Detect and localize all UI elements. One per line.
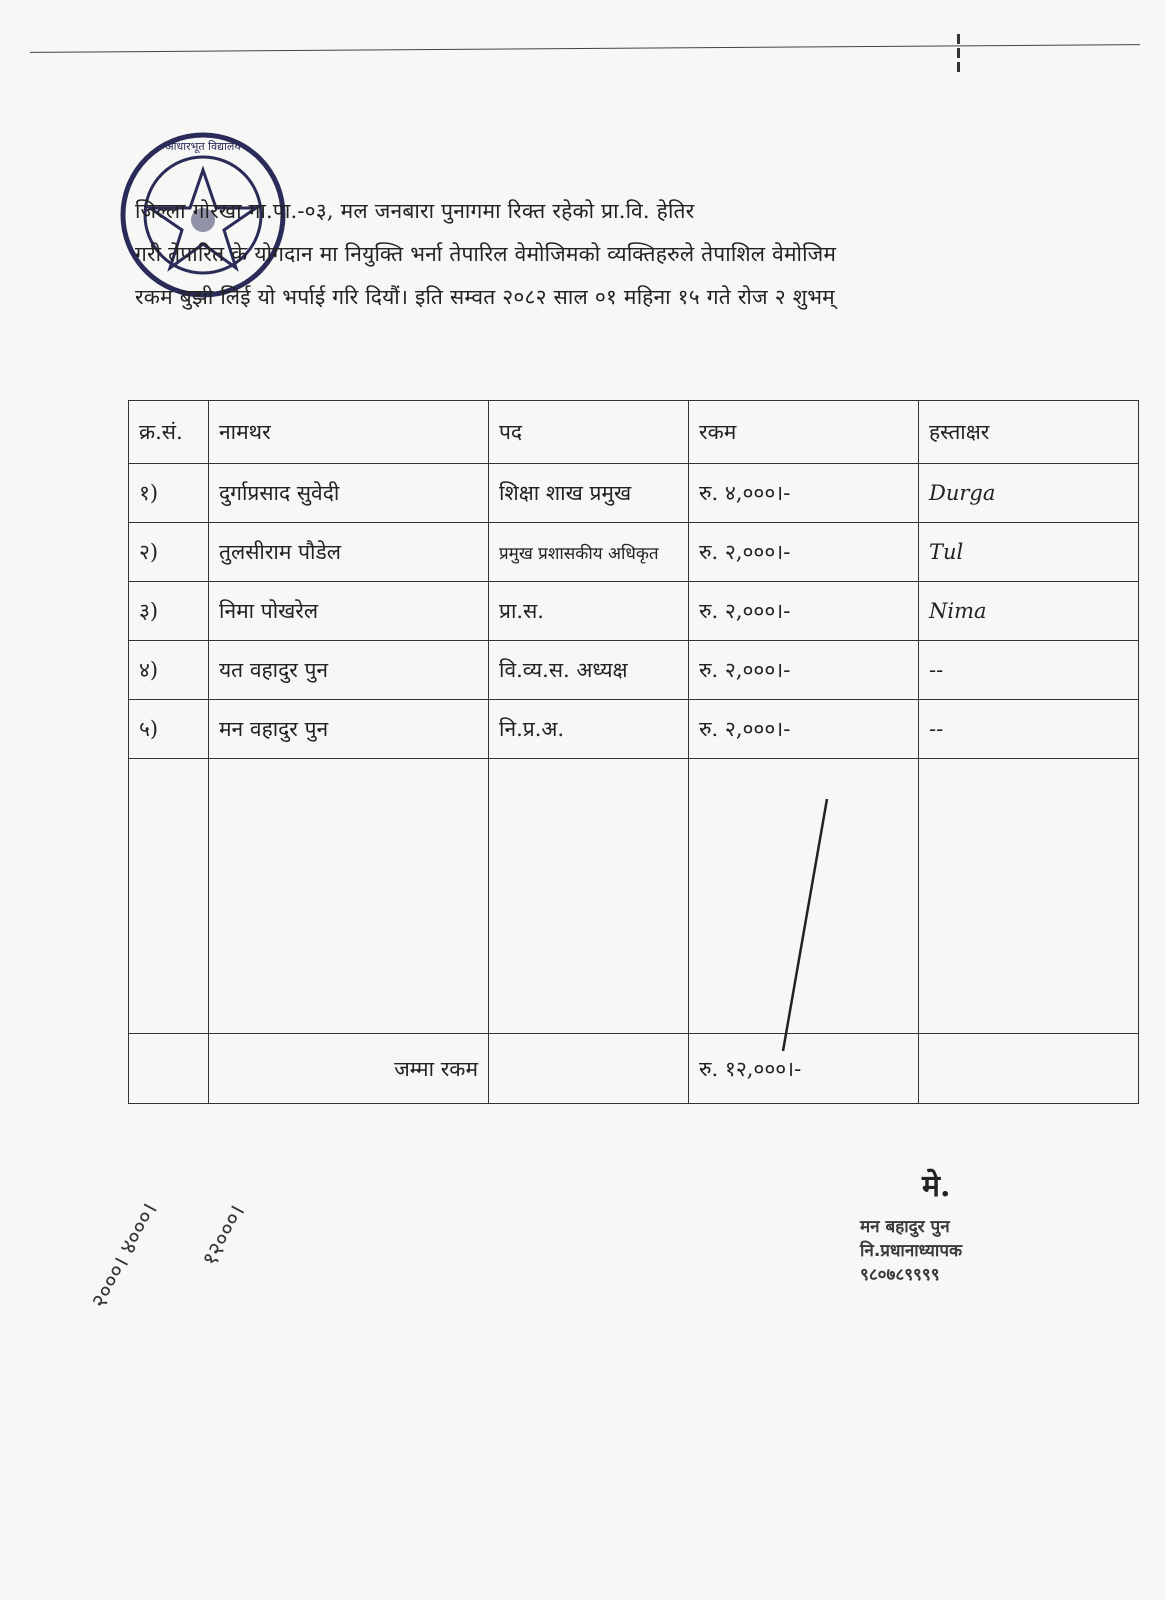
cell-name: तुलसीराम पौडेल bbox=[209, 523, 489, 582]
cancel-slash-mark bbox=[775, 795, 835, 1055]
header-sn: क्र.सं. bbox=[129, 401, 209, 464]
header-name: नामथर bbox=[209, 401, 489, 464]
total-label: जम्मा रकम bbox=[209, 1034, 489, 1104]
intro-line-1: जिल्ला गोरखा गा.पा.-०३, मल जनबारा पुनागमा रिक्त रहेको प्रा.वि. हेतिर bbox=[135, 199, 695, 223]
total-row bbox=[129, 1034, 1139, 1104]
cell-name: निमा पोखरेल bbox=[209, 582, 489, 641]
total-amount: रु. १२,०००।- bbox=[689, 1034, 919, 1104]
table-row bbox=[129, 582, 1139, 641]
table-header-row bbox=[129, 401, 1139, 464]
header-amount: रकम bbox=[689, 401, 919, 464]
cell-signature: -- bbox=[919, 641, 1139, 700]
table-row bbox=[129, 700, 1139, 759]
blank-row bbox=[129, 759, 1139, 1034]
signatory-phone: ९८०७८९९९९ bbox=[860, 1265, 940, 1285]
cell-signature: -- bbox=[919, 700, 1139, 759]
table-row bbox=[129, 464, 1139, 523]
cell-sn: १) bbox=[129, 464, 209, 523]
cell-sn: ४) bbox=[129, 641, 209, 700]
cell-name: यत वहादुर पुन bbox=[209, 641, 489, 700]
cell-amount: रु. ४,०००।- bbox=[689, 464, 919, 523]
margin-calculation bbox=[60, 1200, 260, 1430]
signatory-mark: मे. bbox=[922, 1169, 951, 1204]
cell-name: मन वहादुर पुन bbox=[209, 700, 489, 759]
cell-post: शिक्षा शाख प्रमुख bbox=[489, 464, 689, 523]
intro-line-2: गरी तेपारित के योगदान मा नियुक्ति भर्ना तेपारिल वेमोजिमको व्यक्तिहरुले तेपाशिल वेमोजिम bbox=[135, 242, 837, 266]
cell-amount: रु. २,०००।- bbox=[689, 523, 919, 582]
table-row bbox=[129, 641, 1139, 700]
cell-amount: रु. २,०००।- bbox=[689, 582, 919, 641]
signatory-title: नि.प्रधानाध्यापक bbox=[860, 1241, 963, 1261]
table-row bbox=[129, 523, 1139, 582]
svg-text:आधारभूत विद्यालय: आधारभूत विद्यालय bbox=[165, 140, 241, 153]
signatory-name: मन बहादुर पुन bbox=[860, 1217, 950, 1237]
cell-signature: Durga bbox=[919, 464, 1139, 523]
cell-sn: २) bbox=[129, 523, 209, 582]
top-rule bbox=[30, 44, 1140, 53]
cell-name: दुर्गाप्रसाद सुवेदी bbox=[209, 464, 489, 523]
cell-amount: रु. २,०००।- bbox=[689, 641, 919, 700]
cell-signature: Nima bbox=[919, 582, 1139, 641]
cell-post: प्रा.स. bbox=[489, 582, 689, 641]
header-post: पद bbox=[489, 401, 689, 464]
cell-sn: ५) bbox=[129, 700, 209, 759]
cell-amount: रु. २,०००।- bbox=[689, 700, 919, 759]
cell-post: वि.व्य.स. अध्यक्ष bbox=[489, 641, 689, 700]
cell-post: नि.प्र.अ. bbox=[489, 700, 689, 759]
calc-a: २०००। ४०००। bbox=[86, 1198, 164, 1313]
payment-table bbox=[128, 400, 1139, 1104]
calc-b: १२०००। bbox=[197, 1200, 251, 1271]
cell-signature: Tul bbox=[919, 523, 1139, 582]
intro-paragraph bbox=[135, 190, 1135, 319]
cell-sn: ३) bbox=[129, 582, 209, 641]
header-signature: हस्ताक्षर bbox=[919, 401, 1139, 464]
cell-post: प्रमुख प्रशासकीय अधिकृत bbox=[489, 523, 689, 582]
top-tick-mark bbox=[955, 30, 961, 85]
signatory-block bbox=[860, 1169, 1090, 1287]
intro-line-3: रकम बुझी लिई यो भर्पाई गरि दियौं। इति सम्वत २०८२ साल ०१ महिना १५ गते रोज २ शुभम् bbox=[135, 285, 835, 309]
